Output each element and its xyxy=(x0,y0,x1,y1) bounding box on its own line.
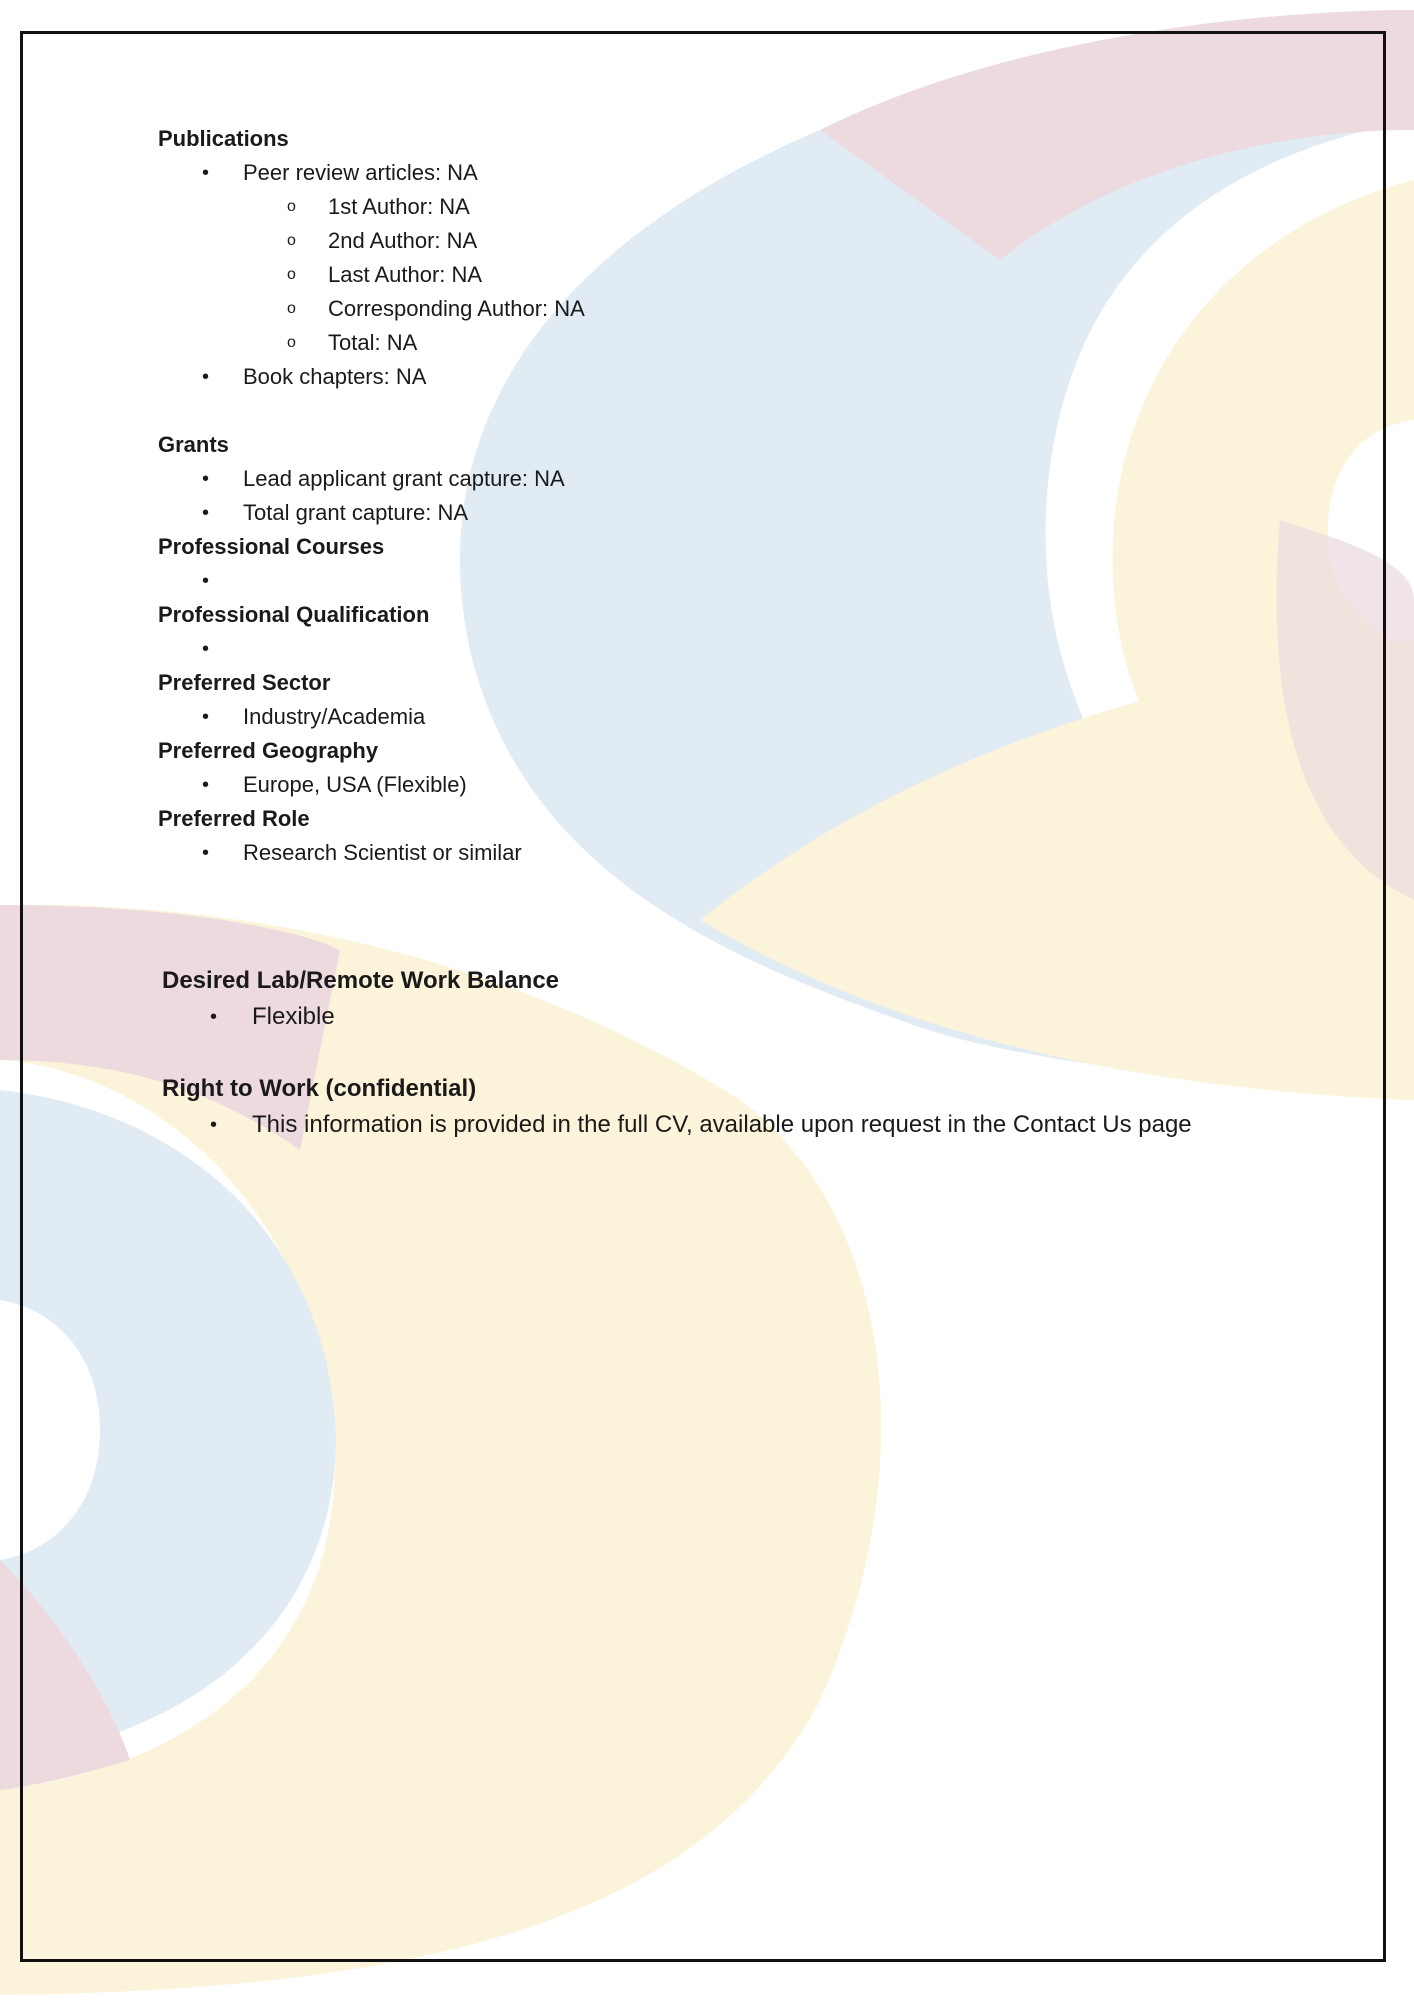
bullet-icon: • xyxy=(210,1114,218,1136)
list-item-sector: Industry/Academia xyxy=(243,704,426,729)
list-item-geography: Europe, USA (Flexible) xyxy=(243,772,467,797)
bullet-icon: • xyxy=(202,706,210,728)
list-item-role: Research Scientist or similar xyxy=(243,840,522,865)
list-item-total-grant: Total grant capture: NA xyxy=(243,500,469,525)
section-title-work-balance: Desired Lab/Remote Work Balance xyxy=(162,967,560,994)
section-title-professional-qualification: Professional Qualification xyxy=(158,602,430,627)
section-title-preferred-geography: Preferred Geography xyxy=(158,738,379,763)
list-item-corresponding-author: Corresponding Author: NA xyxy=(328,296,585,321)
section-title-publications: Publications xyxy=(158,126,289,151)
list-item-first-author: 1st Author: NA xyxy=(328,194,470,219)
sub-bullet-icon: o xyxy=(287,334,296,351)
sub-bullet-icon: o xyxy=(287,232,296,249)
bullet-icon: • xyxy=(202,638,210,660)
bullet-icon: • xyxy=(202,366,210,388)
bullet-icon: • xyxy=(202,502,210,524)
list-item-total: Total: NA xyxy=(328,330,418,355)
list-item-peer-review: Peer review articles: NA xyxy=(243,160,478,185)
bullet-icon: • xyxy=(202,774,210,796)
bullet-icon: • xyxy=(202,468,210,490)
sub-bullet-icon: o xyxy=(287,300,296,317)
bullet-icon: • xyxy=(202,842,210,864)
section-title-professional-courses: Professional Courses xyxy=(158,534,385,559)
bullet-icon: • xyxy=(210,1006,218,1028)
list-item-right-to-work: This information is provided in the full CV, available upon request in the Contact Us page xyxy=(252,1111,1192,1138)
list-item-work-balance: Flexible xyxy=(252,1003,335,1030)
list-item-last-author: Last Author: NA xyxy=(328,262,483,287)
sub-bullet-icon: o xyxy=(287,266,296,283)
section-title-grants: Grants xyxy=(158,432,229,457)
list-item-lead-grant: Lead applicant grant capture: NA xyxy=(243,466,565,491)
list-item-second-author: 2nd Author: NA xyxy=(328,228,478,253)
bullet-icon: • xyxy=(202,162,210,184)
section-title-right-to-work: Right to Work (confidential) xyxy=(162,1075,477,1102)
bullet-icon: • xyxy=(202,570,210,592)
sub-bullet-icon: o xyxy=(287,198,296,215)
section-title-preferred-role: Preferred Role xyxy=(158,806,310,831)
section-title-preferred-sector: Preferred Sector xyxy=(158,670,331,695)
list-item-book-chapters: Book chapters: NA xyxy=(243,364,427,389)
